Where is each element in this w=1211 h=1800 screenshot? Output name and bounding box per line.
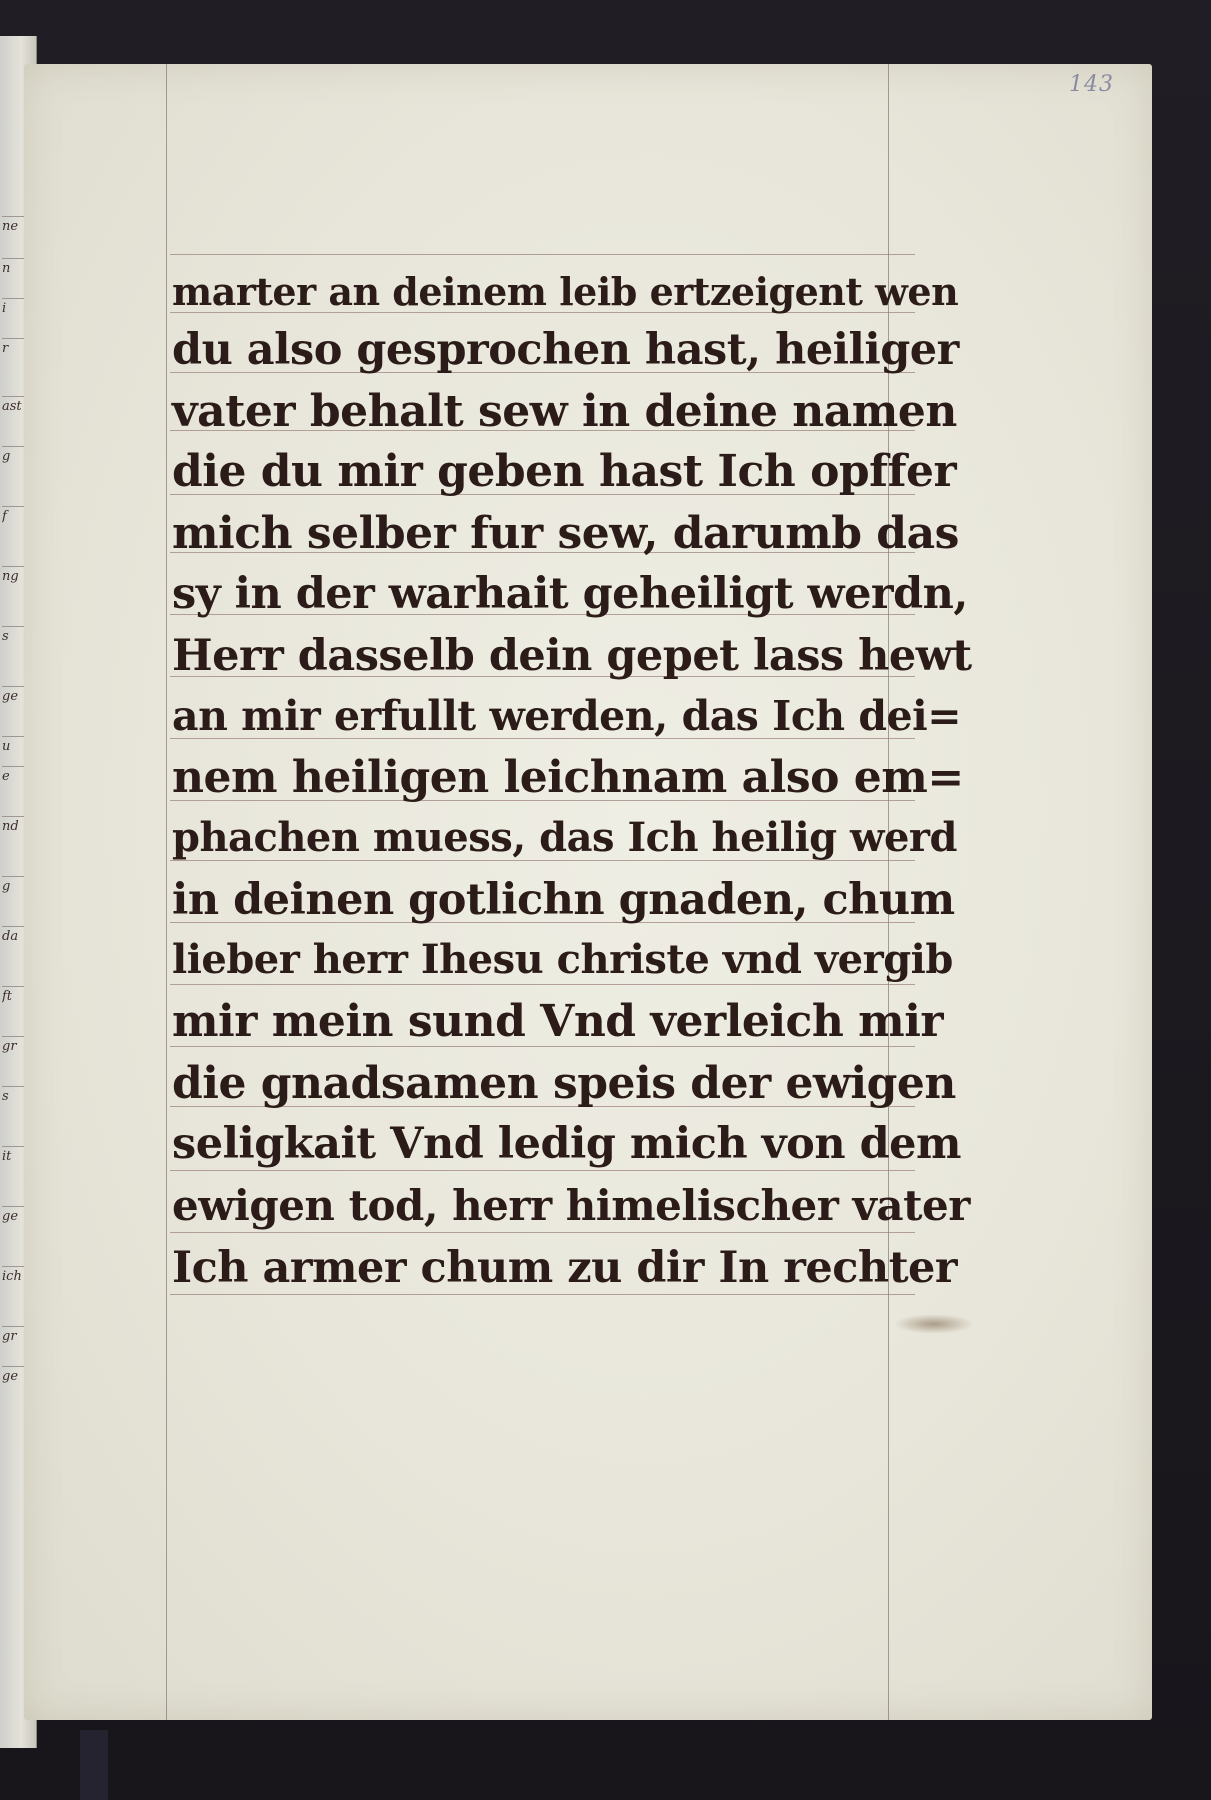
prev-leaf-fragment: ast <box>2 396 32 414</box>
prev-leaf-fragment: nd <box>2 816 32 834</box>
prev-leaf-fragment: ne <box>2 216 32 234</box>
left-margin-ruling <box>166 64 167 1720</box>
text-line: die gnadsamen speis der ewigen <box>172 1058 956 1109</box>
prev-leaf-fragment: ge <box>2 1366 32 1384</box>
prev-leaf-fragment: it <box>2 1146 32 1164</box>
text-line: seligkait Vnd ledig mich von dem <box>172 1119 961 1169</box>
folio-page <box>24 64 1152 1720</box>
text-line: vater behalt sew in deine namen <box>172 386 957 437</box>
prev-leaf-fragment: g <box>2 446 32 464</box>
bookmark-ribbon <box>80 1730 108 1800</box>
text-line: die du mir geben hast Ich opffer <box>172 446 957 497</box>
prev-leaf-fragment: n <box>2 258 32 276</box>
text-line: an mir erfullt werden, das Ich dei= <box>172 692 962 740</box>
text-line: sy in der warhait geheiligt werdn, <box>172 569 968 619</box>
text-line: mir mein sund Vnd verleich mir <box>172 996 944 1047</box>
text-line: ewigen tod, herr himelischer vater <box>172 1181 970 1230</box>
prev-leaf-fragment: gr <box>2 1326 32 1344</box>
text-line: nem heiligen leichnam also em= <box>172 752 964 803</box>
text-ruling <box>170 254 915 255</box>
text-line: in deinen gotlichn gnaden, chum <box>172 875 955 925</box>
prev-leaf-fragment: r <box>2 338 32 356</box>
text-line: phachen muess, das Ich heilig werd <box>172 814 957 861</box>
prev-leaf-fragment: ng <box>2 566 32 584</box>
text-line: Herr dasselb dein gepet lass hewt <box>172 631 972 681</box>
prev-leaf-fragment: s <box>2 1086 32 1104</box>
prev-leaf-fragment: da <box>2 926 32 944</box>
text-line: Ich armer chum zu dir In rechter <box>172 1243 958 1293</box>
text-line: du also gesprochen hast, heiliger <box>172 325 959 375</box>
prev-leaf-fragment: gr <box>2 1036 32 1054</box>
prev-leaf-fragment: i <box>2 298 32 316</box>
prev-leaf-fragment: ge <box>2 686 32 704</box>
prev-leaf-fragment: e <box>2 766 32 784</box>
prev-leaf-fragment: u <box>2 736 32 754</box>
prev-leaf-fragment: s <box>2 626 32 644</box>
ink-stain <box>894 1314 974 1334</box>
prev-leaf-fragment: f <box>2 506 32 524</box>
prev-leaf-fragment: ge <box>2 1206 32 1224</box>
folio-number: 143 <box>1069 72 1114 97</box>
text-line: mich selber fur sew, darumb das <box>172 508 959 559</box>
prev-leaf-fragment: ft <box>2 986 32 1004</box>
text-line: marter an deinem leib ertzeigent wen <box>172 269 959 314</box>
prev-leaf-fragment: ich <box>2 1266 32 1284</box>
text-line: lieber herr Ihesu christe vnd vergib <box>172 936 953 983</box>
prev-leaf-fragment: g <box>2 876 32 894</box>
